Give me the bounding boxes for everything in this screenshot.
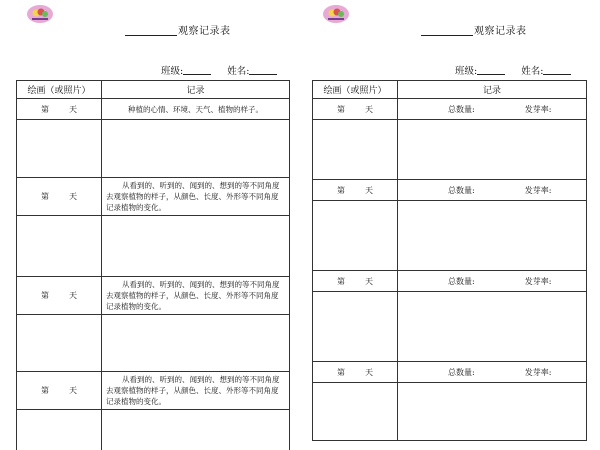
record-note: 从看到的、听到的、闻到的、想到的等不同角度去观察植物的样子，从颜色、长度、外形等不同角度记录植物的变化。 [102, 277, 290, 315]
name-label: 姓名: [227, 66, 250, 77]
record-area[interactable] [102, 410, 290, 450]
stats-cell [398, 99, 587, 120]
class-label: 班级: [455, 66, 478, 77]
day-cell: 第 天 [313, 99, 398, 120]
total-count-label: 总数量: [448, 185, 475, 195]
title-blank-line [125, 26, 177, 36]
drawing-area[interactable] [17, 216, 102, 277]
class-name-line [455, 63, 571, 77]
stats-cell [398, 271, 587, 292]
name-label: 姓名: [521, 66, 544, 77]
record-area[interactable] [102, 120, 290, 178]
record-note: 种植的心情、环境、天气、植物的样子。 [102, 99, 290, 120]
total-count-label: 总数量: [448, 367, 475, 377]
day-cell: 第 天 [17, 372, 102, 410]
class-field[interactable] [183, 66, 211, 75]
name-field[interactable] [249, 66, 277, 75]
drawing-area[interactable] [17, 410, 102, 450]
drawing-area[interactable] [313, 201, 398, 271]
drawing-area[interactable] [313, 383, 398, 441]
germination-rate-label: 发芽率: [524, 367, 552, 377]
class-label: 班级: [161, 66, 184, 77]
header-record: 记录 [102, 81, 290, 99]
class-field[interactable] [477, 66, 505, 75]
day-cell: 第 天 [313, 362, 398, 383]
header-drawing: 绘画（或照片） [313, 81, 398, 99]
record-area[interactable] [102, 315, 290, 372]
drawing-area[interactable] [17, 120, 102, 178]
record-area[interactable] [398, 292, 587, 362]
record-note: 从看到的、听到的、闻到的、想到的等不同角度去观察植物的样子，从颜色、长度、外形等不同角度记录植物的变化。 [102, 178, 290, 216]
stats-cell [398, 362, 587, 383]
day-cell: 第 天 [313, 271, 398, 292]
title-text: 观察记录表 [178, 26, 231, 37]
day-cell: 第 天 [313, 180, 398, 201]
name-field[interactable] [543, 66, 571, 75]
sheet-title [421, 22, 527, 37]
kindergarten-logo-icon [26, 4, 54, 24]
record-area[interactable] [398, 383, 587, 441]
record-area[interactable] [102, 216, 290, 277]
record-table-right [312, 80, 587, 441]
record-note: 从看到的、听到的、闻到的、想到的等不同角度去观察植物的样子，从颜色、长度、外形等不同角度记录植物的变化。 [102, 372, 290, 410]
germination-rate-label: 发芽率: [524, 185, 552, 195]
day-cell: 第 天 [17, 99, 102, 120]
day-cell: 第 天 [17, 277, 102, 315]
total-count-label: 总数量: [448, 276, 475, 286]
drawing-area[interactable] [313, 120, 398, 180]
germination-rate-label: 发芽率: [524, 276, 552, 286]
sheet-title [125, 22, 231, 37]
stats-cell [398, 180, 587, 201]
class-name-line [161, 63, 277, 77]
day-cell: 第 天 [17, 178, 102, 216]
record-area[interactable] [398, 120, 587, 180]
total-count-label: 总数量: [448, 104, 475, 114]
germination-rate-label: 发芽率: [524, 104, 552, 114]
title-text: 观察记录表 [474, 26, 527, 37]
record-area[interactable] [398, 201, 587, 271]
title-blank-line [421, 26, 473, 36]
kindergarten-logo-icon [322, 4, 350, 24]
record-table [16, 80, 290, 450]
header-drawing: 绘画（或照片） [17, 81, 102, 99]
drawing-area[interactable] [17, 315, 102, 372]
drawing-area[interactable] [313, 292, 398, 362]
header-record: 记录 [398, 81, 587, 99]
